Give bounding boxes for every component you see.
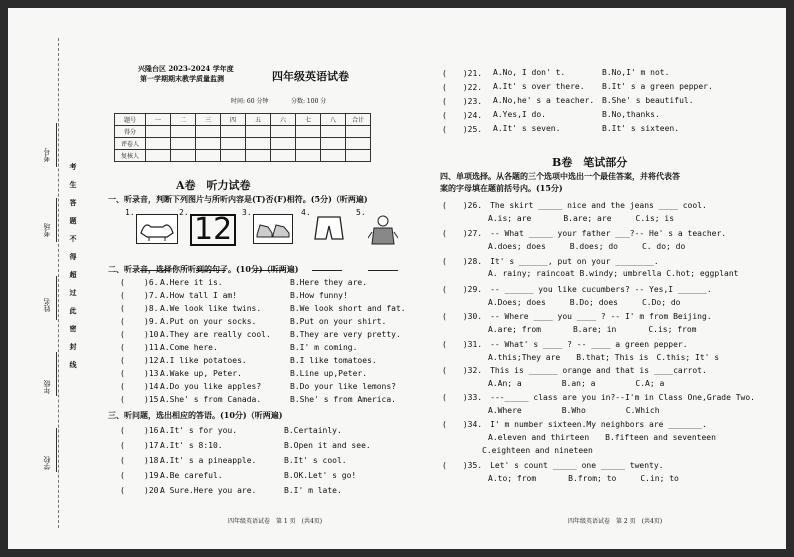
grade-blank	[56, 352, 57, 396]
item-option-a: A.She' s from Canada.	[160, 395, 262, 404]
score-cell	[321, 150, 346, 162]
item-option-b: B.Certainly.	[284, 426, 342, 435]
score-table-header: 四	[221, 114, 246, 126]
item-option-b: B.I like tomatoes.	[290, 356, 377, 365]
item-paren: (	[120, 278, 125, 287]
section-a-title: A卷 听力试卷	[176, 179, 251, 192]
score-cell	[221, 126, 246, 138]
item-option-a: A.Wake up, Peter.	[160, 369, 242, 378]
item-paren: (	[120, 395, 125, 404]
item-paren: (	[120, 382, 125, 391]
part3-title: 三、听问题，选出相应的答语。(10分)（听两遍)	[108, 410, 283, 420]
question-options: A.to; from B.from; to C.in; to	[488, 474, 679, 483]
score-cell	[296, 138, 321, 150]
score-cell	[296, 126, 321, 138]
item-option-a: A.Come here.	[160, 343, 218, 352]
item-option-b: B.It' s sixteen.	[602, 124, 680, 133]
exam-no-blank	[56, 123, 57, 167]
question-stem: ( )31. -- What' s ____ ? -- ____ a green pepper.	[442, 340, 688, 349]
question-options: A.Does; does B.Do; does C.Do; do	[488, 298, 681, 307]
item-option-b: B.It' s cool.	[284, 456, 347, 465]
item-option-a: A Sure.Here you are.	[160, 486, 257, 495]
item-option-b: B.She' s beautiful.	[602, 96, 694, 105]
item-option-b: B.How funny!	[290, 291, 348, 300]
item-paren: (	[120, 330, 125, 339]
item-option-b: B.Open it and see.	[284, 441, 371, 450]
score-cell	[271, 126, 296, 138]
score-cell	[346, 150, 371, 162]
item-option-a: A.Put on your socks.	[160, 317, 257, 326]
item-number: )18.	[144, 456, 164, 465]
score-row-label: 得分	[115, 126, 146, 138]
item-paren: (	[120, 317, 125, 326]
item-option-a: A.It' s over there.	[493, 82, 585, 91]
score-row-label: 复核人	[115, 150, 146, 162]
question-options: A.An; a B.an; a C.A; a	[488, 379, 665, 388]
score-table-header: 题号	[115, 114, 146, 126]
pic-num-1: 1.	[125, 208, 135, 217]
question-options: A.does; does B.does; do C. do; do	[488, 242, 686, 251]
score-table-header: 一	[146, 114, 171, 126]
answer-line-4	[312, 270, 342, 271]
item-option-b: B.Line up,Peter.	[290, 369, 368, 378]
item-paren: (	[120, 471, 125, 480]
question-options: A.are; from B.are; in C.is; from	[488, 325, 697, 334]
item-number: )10.	[144, 330, 164, 339]
part4-title-line2: 案的字母填在题前括号内。(15分)	[440, 183, 563, 193]
score-table-header: 六	[271, 114, 296, 126]
item-option-b: B.Here they are.	[290, 278, 368, 287]
exam-room-blank	[56, 198, 57, 242]
item-number: ( )22.	[442, 83, 483, 92]
score-table	[114, 113, 371, 162]
school-label: 学校	[43, 456, 51, 470]
part1-title: 一、听录音，判断下列图片与所听内容是(T)否(F)相符。(5分)（听两遍)	[108, 194, 368, 204]
exam-name: 第一学期期末教学质量监测	[140, 74, 224, 83]
item-number: )11.	[144, 343, 164, 352]
item-option-a: A.It' s a pineapple.	[160, 456, 257, 465]
question-stem: ( )34. I' m number sixteen.My neighbors are _______.	[442, 420, 707, 429]
question-options: A.this;They are B.that; This is C.this; It' s	[488, 353, 720, 362]
item-option-a: A.It' s 8:10.	[160, 441, 223, 450]
item-option-b: B.She' s from America.	[290, 395, 396, 404]
question-options: A.Where B.Who C.Which	[488, 406, 660, 415]
item-paren: (	[120, 356, 125, 365]
score-table-header: 二	[171, 114, 196, 126]
part2-title: 二、听录音，选择你所听到的句子。(10分)（听两遍)	[108, 264, 299, 274]
item-option-b: B.OK.Let' s go!	[284, 471, 357, 480]
item-option-a: A.It' s seven.	[493, 124, 561, 133]
district-line: 兴隆台区 2023-2024 学年度	[138, 64, 234, 73]
item-option-a: )6.	[144, 278, 159, 287]
question-stem: ( )32. This is ______ orange and that is ____carrot.	[442, 366, 707, 375]
question-stem: ( )27. -- What _____ your father ___?-- He' s a teacher.	[442, 229, 727, 238]
time-info: 时间: 60 分钟	[231, 98, 269, 105]
item-number: )9.	[144, 317, 159, 326]
item-number: )15.	[144, 395, 164, 404]
section-b-title: B卷 笔试部分	[552, 156, 628, 169]
seal-line-text: 考生答题不得超过此密封线	[69, 163, 78, 379]
item-option-b: B.It' s a green pepper.	[602, 82, 713, 91]
part4-title-line1: 四、单项选择。从各题的三个选项中选出一个最佳答案，并将代表答	[440, 171, 680, 181]
school-blank	[56, 428, 57, 472]
item-option-a: A.I like potatoes.	[160, 356, 247, 365]
item-option-a: A.We look like twins.	[160, 304, 262, 313]
picture-2-number	[190, 212, 233, 247]
item-option-a: A.Here it is.	[160, 278, 223, 287]
question-stem: ( )29. -- ______ you like cucumbers? -- Yes,I ______.	[442, 285, 712, 294]
picture-3-shoes	[253, 214, 293, 244]
item-paren: (	[120, 343, 125, 352]
item-number: )14.	[144, 382, 164, 391]
item-option-a: A.How tall I am!	[160, 291, 238, 300]
score-cell	[171, 138, 196, 150]
paper-title: 四年级英语试卷	[272, 70, 349, 83]
question-options: A.is; are B.are; are C.is; is	[488, 214, 675, 223]
item-paren: (	[120, 486, 125, 495]
picture-1-muscle	[136, 214, 178, 244]
item-number: )8.	[144, 304, 159, 313]
question-options: A.eleven and thirteen B.fifteen and seventeen	[488, 433, 716, 442]
item-paren: (	[120, 291, 125, 300]
item-paren: (	[120, 441, 125, 450]
seal-dashed-line	[58, 38, 59, 528]
score-cell	[171, 126, 196, 138]
item-option-b: B.No,I' m not.	[602, 68, 670, 77]
item-number: )16.	[144, 426, 164, 435]
score-table-header: 三	[196, 114, 221, 126]
picture-4-shorts	[312, 214, 346, 242]
item-option-b: B.We look short and fat.	[290, 304, 406, 313]
pic-num-4: 4.	[301, 208, 311, 217]
score-cell	[196, 138, 221, 150]
score-cell	[146, 150, 171, 162]
score-row-label: 评卷人	[115, 138, 146, 150]
score-table-header: 八	[321, 114, 346, 126]
item-number: )12.	[144, 356, 164, 365]
item-number: )13.	[144, 369, 164, 378]
question-stem: ( )33. ---_____ class are you in?--I'm in Class One,Grade Two.	[442, 393, 755, 402]
item-number: )19.	[144, 471, 164, 480]
question-options: A. rainy; raincoat B.windy; umbrella C.hot; eggplant	[488, 269, 739, 278]
score-cell	[321, 126, 346, 138]
score-table-header: 五	[246, 114, 271, 126]
score-cell	[296, 150, 321, 162]
exam-paper	[8, 8, 786, 549]
item-option-a: A.Be careful.	[160, 471, 223, 480]
score-cell	[321, 138, 346, 150]
score-cell	[196, 150, 221, 162]
item-number: ( )21.	[442, 69, 483, 78]
score-cell	[221, 150, 246, 162]
item-paren: (	[120, 456, 125, 465]
score-table-header: 七	[296, 114, 321, 126]
grade-label: 年级	[43, 380, 51, 394]
picture-5-person	[368, 214, 398, 242]
item-number: )20.	[144, 486, 164, 495]
question-stem: ( )28. It' s ______, put on your ________.	[442, 257, 659, 266]
pic-num-5: 5.	[356, 208, 366, 217]
item-number: ( )25.	[442, 125, 483, 134]
question-stem: ( )30. -- Where ____ you ____ ? -- I' m from Beijing.	[442, 312, 712, 321]
name-label: 姓名	[43, 298, 51, 312]
item-paren: (	[120, 426, 125, 435]
score-cell	[346, 126, 371, 138]
score-cell	[346, 138, 371, 150]
exam-no-label: 考号	[43, 148, 51, 162]
score-cell	[271, 150, 296, 162]
item-option-b: B.Put on your shirt.	[290, 317, 387, 326]
item-option-b: B.No,thanks.	[602, 110, 660, 119]
item-option-b: B.I' m late.	[284, 486, 342, 495]
question-stem: ( )35. Let' s count _____ one _____ twenty.	[442, 461, 664, 470]
item-option-a: A.It' s for you.	[160, 426, 238, 435]
pic-num-2: 2.	[179, 208, 189, 217]
item-option-b: B.They are very pretty.	[290, 330, 401, 339]
item-number: )17.	[144, 441, 164, 450]
item-number: ( )24.	[442, 111, 483, 120]
item-number: )7.	[144, 291, 159, 300]
footer-left: 四年级英语试卷 第 1 页 (共4页)	[228, 518, 323, 525]
score-cell	[271, 138, 296, 150]
item-paren: (	[120, 369, 125, 378]
exam-room-label: 考场	[43, 223, 51, 237]
item-option-a: A.No,he' s a teacher.	[493, 96, 595, 105]
question-stem: ( )26. The skirt _____ nice and the jeans ____ cool.	[442, 201, 707, 210]
item-option-a: A.Yes,I do.	[493, 110, 546, 119]
answer-line-5	[368, 270, 398, 271]
item-option-a: A.Do you like apples?	[160, 382, 262, 391]
score-info: 分数: 100 分	[291, 98, 327, 105]
score-cell	[146, 138, 171, 150]
score-cell	[171, 150, 196, 162]
pic-num-3: 3.	[242, 208, 252, 217]
score-cell	[221, 138, 246, 150]
score-cell	[246, 126, 271, 138]
item-option-a: A.No, I don' t.	[493, 68, 566, 77]
score-table-header: 合计	[346, 114, 371, 126]
item-paren: (	[120, 304, 125, 313]
item-number: ( )23.	[442, 97, 483, 106]
name-blank	[56, 276, 57, 320]
score-cell	[246, 150, 271, 162]
item-option-a: A.They are really cool.	[160, 330, 271, 339]
item-option-b: B.I' m coming.	[290, 343, 358, 352]
score-cell	[246, 138, 271, 150]
score-cell	[146, 126, 171, 138]
question-options: C.eighteen and nineteen	[442, 446, 593, 455]
item-option-b: B.Do your like lemons?	[290, 382, 396, 391]
footer-right: 四年级英语试卷 第 2 页 (共4页)	[568, 518, 663, 525]
score-cell	[196, 126, 221, 138]
picture-2-text: 12	[190, 214, 236, 246]
